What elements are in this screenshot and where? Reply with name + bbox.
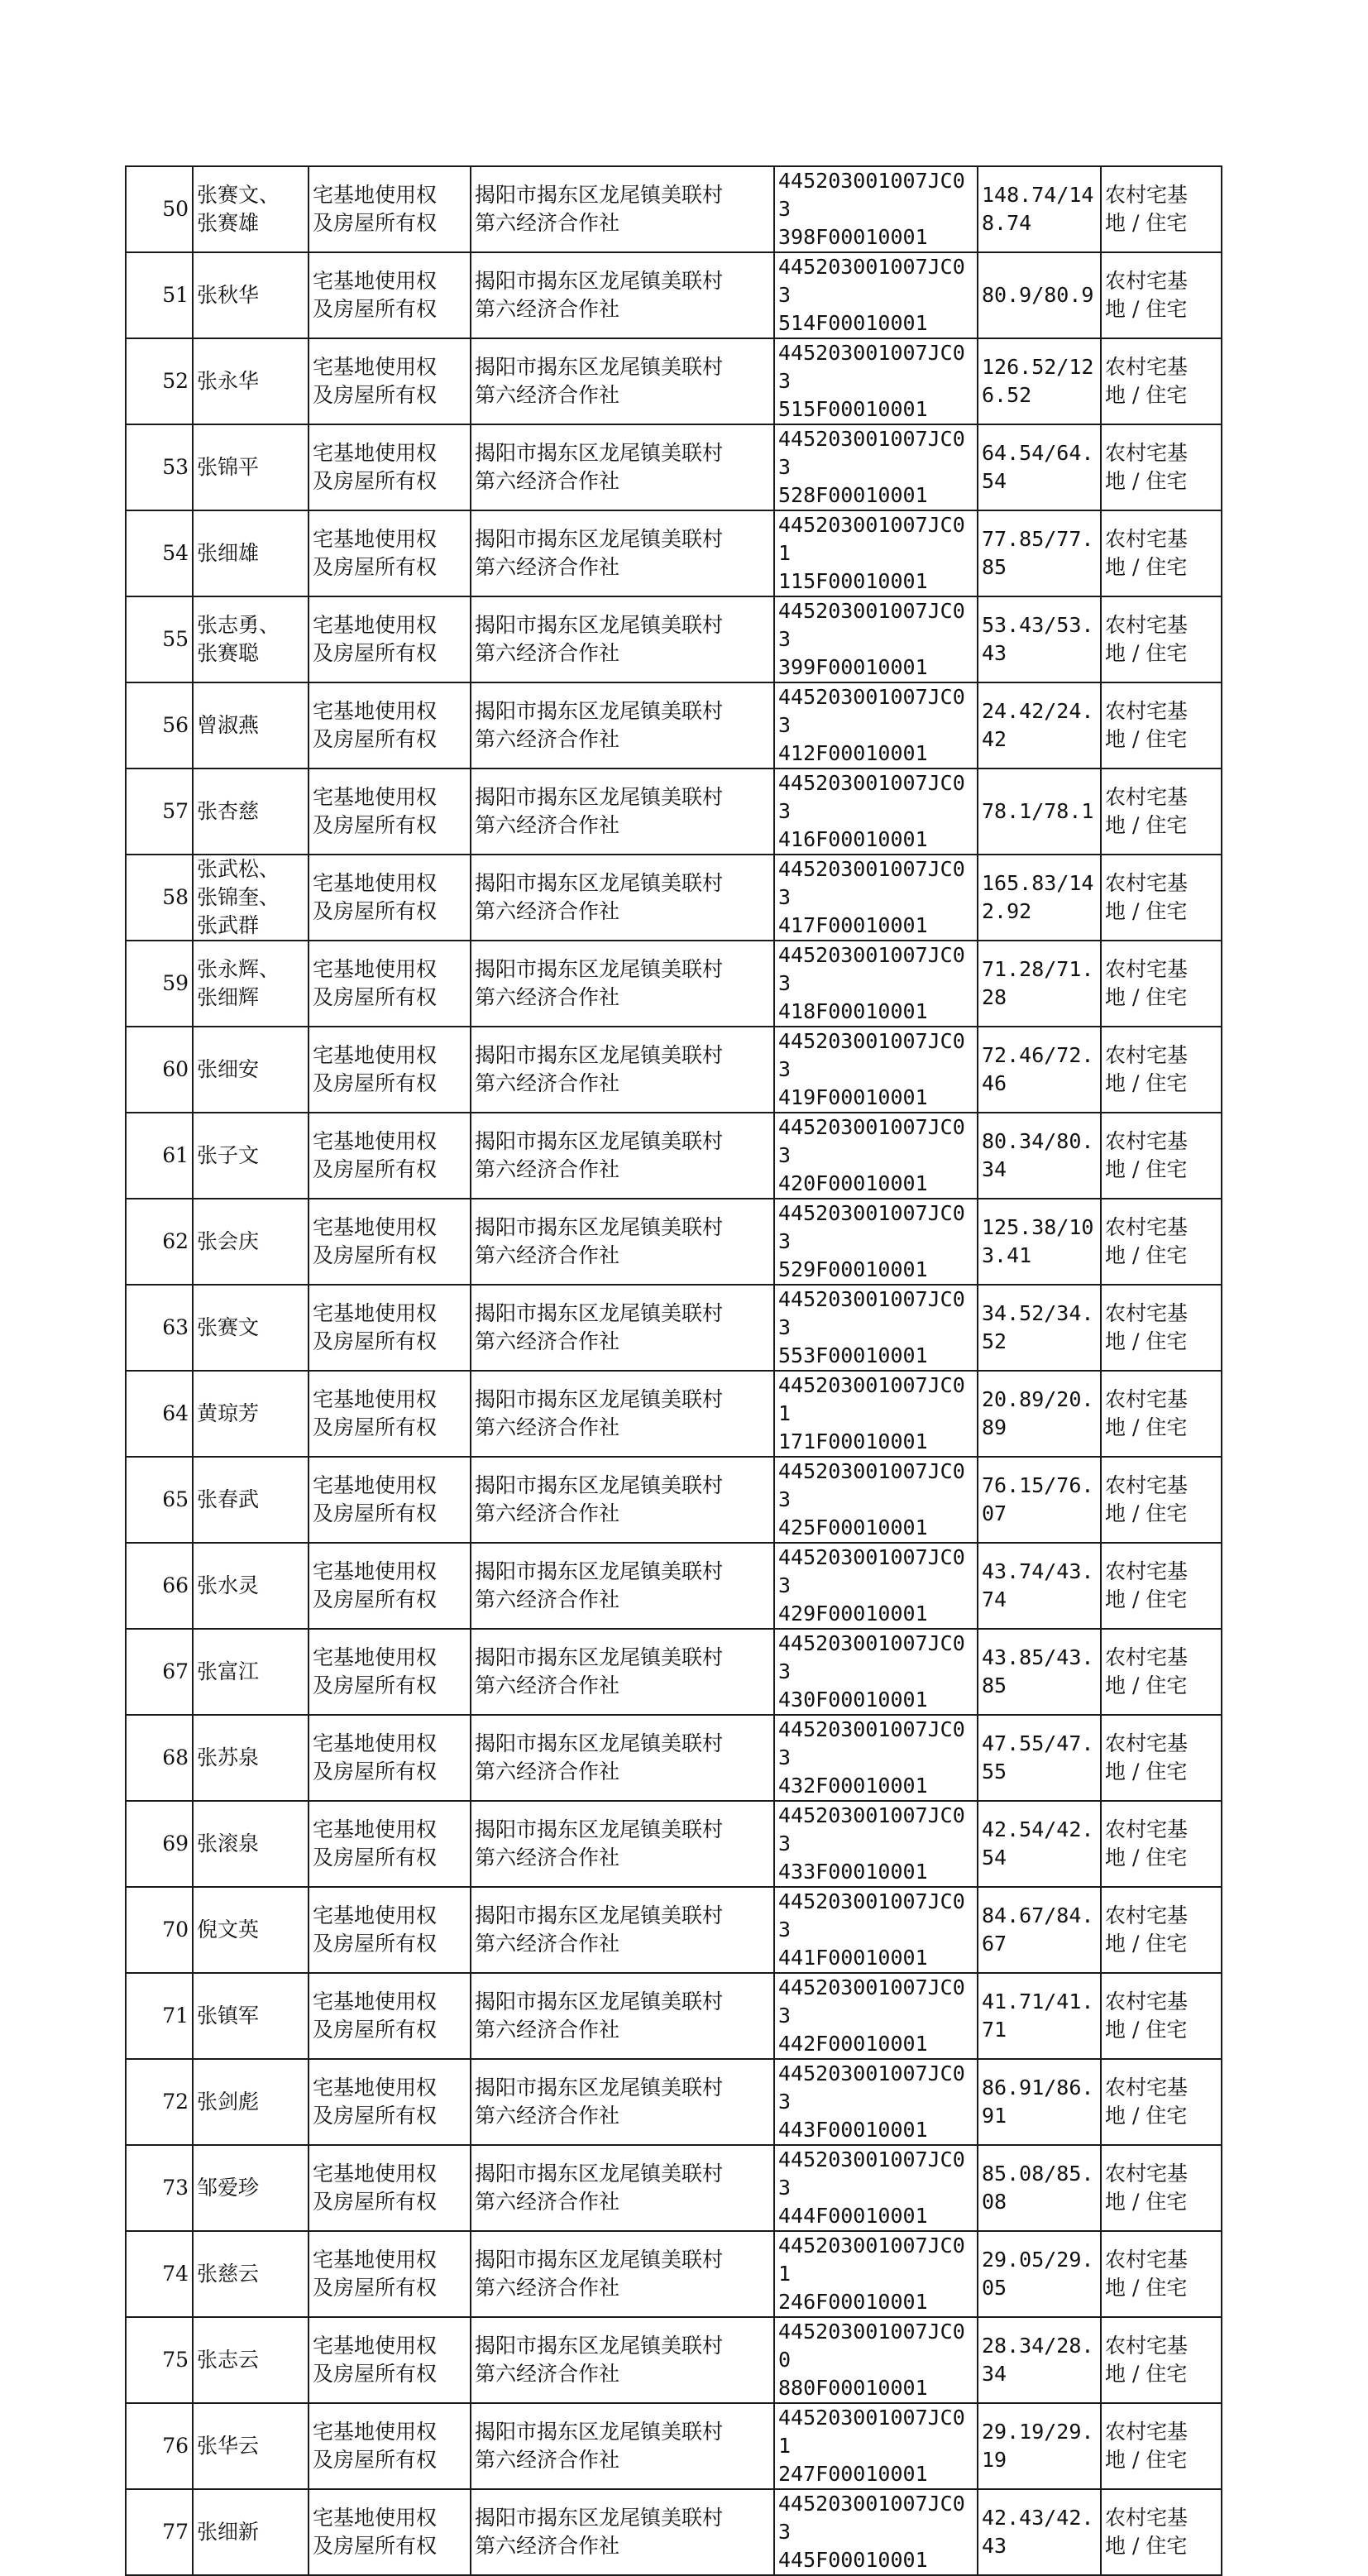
property-location-cell: 揭阳市揭东区龙尾镇美联村 第六经济合作社 xyxy=(471,1801,774,1887)
table-row xyxy=(126,2403,1222,2489)
table-row xyxy=(126,252,1222,338)
owner-name-cell: 张慈云 xyxy=(193,2231,309,2317)
table-row xyxy=(126,941,1222,1027)
table-row xyxy=(126,2059,1222,2145)
right-type-cell: 宅基地使用权 及房屋所有权 xyxy=(309,2489,471,2575)
table-row xyxy=(126,1199,1222,1285)
land-use-cell: 农村宅基 地 / 住宅 xyxy=(1101,855,1222,941)
record-number-cell: 57 xyxy=(126,768,193,855)
owner-name-cell: 张秋华 xyxy=(193,252,309,338)
table-row xyxy=(126,1285,1222,1371)
record-number-cell: 61 xyxy=(126,1113,193,1199)
area-value-cell: 86.91/86. 91 xyxy=(978,2059,1101,2145)
property-location-cell: 揭阳市揭东区龙尾镇美联村 第六经济合作社 xyxy=(471,2059,774,2145)
table-row xyxy=(126,166,1222,252)
right-type-cell: 宅基地使用权 及房屋所有权 xyxy=(309,424,471,510)
record-number-cell: 63 xyxy=(126,1285,193,1371)
land-use-cell: 农村宅基 地 / 住宅 xyxy=(1101,252,1222,338)
unit-code-cell: 445203001007JC03 515F00010001 xyxy=(774,338,978,424)
unit-code-cell: 445203001007JC03 412F00010001 xyxy=(774,682,978,768)
unit-code-cell: 445203001007JC03 442F00010001 xyxy=(774,1973,978,2059)
record-number-cell: 50 xyxy=(126,166,193,252)
owner-name-cell: 张志云 xyxy=(193,2317,309,2403)
property-location-cell: 揭阳市揭东区龙尾镇美联村 第六经济合作社 xyxy=(471,855,774,941)
area-value-cell: 29.05/29. 05 xyxy=(978,2231,1101,2317)
record-number-cell: 77 xyxy=(126,2489,193,2575)
right-type-cell: 宅基地使用权 及房屋所有权 xyxy=(309,1887,471,1973)
unit-code-cell: 445203001007JC03 399F00010001 xyxy=(774,596,978,682)
land-use-cell: 农村宅基 地 / 住宅 xyxy=(1101,2145,1222,2231)
land-use-cell: 农村宅基 地 / 住宅 xyxy=(1101,338,1222,424)
table-row xyxy=(126,855,1222,941)
record-number-cell: 60 xyxy=(126,1027,193,1113)
property-location-cell: 揭阳市揭东区龙尾镇美联村 第六经济合作社 xyxy=(471,1887,774,1973)
owner-name-cell: 张永辉、 张细辉 xyxy=(193,941,309,1027)
table-body xyxy=(126,166,1222,2575)
record-number-cell: 74 xyxy=(126,2231,193,2317)
record-number-cell: 56 xyxy=(126,682,193,768)
unit-code-cell: 445203001007JC03 445F00010001 xyxy=(774,2489,978,2575)
right-type-cell: 宅基地使用权 及房屋所有权 xyxy=(309,1199,471,1285)
land-use-cell: 农村宅基 地 / 住宅 xyxy=(1101,2403,1222,2489)
right-type-cell: 宅基地使用权 及房屋所有权 xyxy=(309,338,471,424)
record-number-cell: 72 xyxy=(126,2059,193,2145)
right-type-cell: 宅基地使用权 及房屋所有权 xyxy=(309,166,471,252)
unit-code-cell: 445203001007JC03 432F00010001 xyxy=(774,1715,978,1801)
property-location-cell: 揭阳市揭东区龙尾镇美联村 第六经济合作社 xyxy=(471,2231,774,2317)
land-use-cell: 农村宅基 地 / 住宅 xyxy=(1101,2231,1222,2317)
property-location-cell: 揭阳市揭东区龙尾镇美联村 第六经济合作社 xyxy=(471,1113,774,1199)
area-value-cell: 34.52/34. 52 xyxy=(978,1285,1101,1371)
land-use-cell: 农村宅基 地 / 住宅 xyxy=(1101,424,1222,510)
owner-name-cell: 黄琼芳 xyxy=(193,1371,309,1457)
right-type-cell: 宅基地使用权 及房屋所有权 xyxy=(309,596,471,682)
record-number-cell: 75 xyxy=(126,2317,193,2403)
land-use-cell: 农村宅基 地 / 住宅 xyxy=(1101,596,1222,682)
owner-name-cell: 张镇军 xyxy=(193,1973,309,2059)
area-value-cell: 85.08/85. 08 xyxy=(978,2145,1101,2231)
property-location-cell: 揭阳市揭东区龙尾镇美联村 第六经济合作社 xyxy=(471,2403,774,2489)
unit-code-cell: 445203001007JC00 880F00010001 xyxy=(774,2317,978,2403)
area-value-cell: 77.85/77. 85 xyxy=(978,510,1101,596)
unit-code-cell: 445203001007JC03 420F00010001 xyxy=(774,1113,978,1199)
unit-code-cell: 445203001007JC03 430F00010001 xyxy=(774,1629,978,1715)
area-value-cell: 29.19/29. 19 xyxy=(978,2403,1101,2489)
table-row xyxy=(126,1629,1222,1715)
unit-code-cell: 445203001007JC03 417F00010001 xyxy=(774,855,978,941)
right-type-cell: 宅基地使用权 及房屋所有权 xyxy=(309,1629,471,1715)
unit-code-cell: 445203001007JC03 444F00010001 xyxy=(774,2145,978,2231)
owner-name-cell: 张富江 xyxy=(193,1629,309,1715)
land-use-cell: 农村宅基 地 / 住宅 xyxy=(1101,2059,1222,2145)
land-use-cell: 农村宅基 地 / 住宅 xyxy=(1101,1543,1222,1629)
area-value-cell: 76.15/76. 07 xyxy=(978,1457,1101,1543)
unit-code-cell: 445203001007JC03 553F00010001 xyxy=(774,1285,978,1371)
owner-name-cell: 张武松、 张锦奎、 张武群 xyxy=(193,855,309,941)
unit-code-cell: 445203001007JC03 529F00010001 xyxy=(774,1199,978,1285)
owner-name-cell: 曾淑燕 xyxy=(193,682,309,768)
property-location-cell: 揭阳市揭东区龙尾镇美联村 第六经济合作社 xyxy=(471,2145,774,2231)
land-use-cell: 农村宅基 地 / 住宅 xyxy=(1101,2489,1222,2575)
area-value-cell: 165.83/14 2.92 xyxy=(978,855,1101,941)
record-number-cell: 65 xyxy=(126,1457,193,1543)
right-type-cell: 宅基地使用权 及房屋所有权 xyxy=(309,1457,471,1543)
area-value-cell: 126.52/12 6.52 xyxy=(978,338,1101,424)
land-use-cell: 农村宅基 地 / 住宅 xyxy=(1101,1457,1222,1543)
owner-name-cell: 张水灵 xyxy=(193,1543,309,1629)
owner-name-cell: 张会庆 xyxy=(193,1199,309,1285)
owner-name-cell: 张子文 xyxy=(193,1113,309,1199)
land-use-cell: 农村宅基 地 / 住宅 xyxy=(1101,1629,1222,1715)
table-row xyxy=(126,338,1222,424)
area-value-cell: 42.54/42. 54 xyxy=(978,1801,1101,1887)
property-location-cell: 揭阳市揭东区龙尾镇美联村 第六经济合作社 xyxy=(471,1371,774,1457)
land-use-cell: 农村宅基 地 / 住宅 xyxy=(1101,682,1222,768)
unit-code-cell: 445203001007JC01 247F00010001 xyxy=(774,2403,978,2489)
unit-code-cell: 445203001007JC03 514F00010001 xyxy=(774,252,978,338)
right-type-cell: 宅基地使用权 及房屋所有权 xyxy=(309,768,471,855)
unit-code-cell: 445203001007JC03 528F00010001 xyxy=(774,424,978,510)
area-value-cell: 24.42/24. 42 xyxy=(978,682,1101,768)
land-use-cell: 农村宅基 地 / 住宅 xyxy=(1101,768,1222,855)
area-value-cell: 80.9/80.9 xyxy=(978,252,1101,338)
table-row xyxy=(126,2489,1222,2575)
right-type-cell: 宅基地使用权 及房屋所有权 xyxy=(309,941,471,1027)
property-location-cell: 揭阳市揭东区龙尾镇美联村 第六经济合作社 xyxy=(471,424,774,510)
area-value-cell: 64.54/64. 54 xyxy=(978,424,1101,510)
record-number-cell: 66 xyxy=(126,1543,193,1629)
land-use-cell: 农村宅基 地 / 住宅 xyxy=(1101,1113,1222,1199)
owner-name-cell: 倪文英 xyxy=(193,1887,309,1973)
unit-code-cell: 445203001007JC03 433F00010001 xyxy=(774,1801,978,1887)
owner-name-cell: 张赛文 xyxy=(193,1285,309,1371)
unit-code-cell: 445203001007JC03 419F00010001 xyxy=(774,1027,978,1113)
table-row xyxy=(126,1371,1222,1457)
unit-code-cell: 445203001007JC03 441F00010001 xyxy=(774,1887,978,1973)
land-use-cell: 农村宅基 地 / 住宅 xyxy=(1101,1371,1222,1457)
table-row xyxy=(126,510,1222,596)
owner-name-cell: 张细新 xyxy=(193,2489,309,2575)
property-location-cell: 揭阳市揭东区龙尾镇美联村 第六经济合作社 xyxy=(471,510,774,596)
right-type-cell: 宅基地使用权 及房屋所有权 xyxy=(309,2403,471,2489)
owner-name-cell: 张永华 xyxy=(193,338,309,424)
right-type-cell: 宅基地使用权 及房屋所有权 xyxy=(309,1543,471,1629)
area-value-cell: 84.67/84. 67 xyxy=(978,1887,1101,1973)
property-location-cell: 揭阳市揭东区龙尾镇美联村 第六经济合作社 xyxy=(471,596,774,682)
owner-name-cell: 张细安 xyxy=(193,1027,309,1113)
property-location-cell: 揭阳市揭东区龙尾镇美联村 第六经济合作社 xyxy=(471,338,774,424)
land-use-cell: 农村宅基 地 / 住宅 xyxy=(1101,1199,1222,1285)
record-number-cell: 76 xyxy=(126,2403,193,2489)
right-type-cell: 宅基地使用权 及房屋所有权 xyxy=(309,2231,471,2317)
right-type-cell: 宅基地使用权 及房屋所有权 xyxy=(309,252,471,338)
owner-name-cell: 张赛文、 张赛雄 xyxy=(193,166,309,252)
owner-name-cell: 张剑彪 xyxy=(193,2059,309,2145)
table-row xyxy=(126,682,1222,768)
unit-code-cell: 445203001007JC03 416F00010001 xyxy=(774,768,978,855)
table-row xyxy=(126,2145,1222,2231)
right-type-cell: 宅基地使用权 及房屋所有权 xyxy=(309,1801,471,1887)
owner-name-cell: 张杏慈 xyxy=(193,768,309,855)
record-number-cell: 71 xyxy=(126,1973,193,2059)
table-row xyxy=(126,596,1222,682)
record-number-cell: 59 xyxy=(126,941,193,1027)
area-value-cell: 125.38/10 3.41 xyxy=(978,1199,1101,1285)
land-use-cell: 农村宅基 地 / 住宅 xyxy=(1101,1027,1222,1113)
land-use-cell: 农村宅基 地 / 住宅 xyxy=(1101,1801,1222,1887)
unit-code-cell: 445203001007JC03 443F00010001 xyxy=(774,2059,978,2145)
area-value-cell: 47.55/47. 55 xyxy=(978,1715,1101,1801)
land-use-cell: 农村宅基 地 / 住宅 xyxy=(1101,1715,1222,1801)
owner-name-cell: 张华云 xyxy=(193,2403,309,2489)
area-value-cell: 43.85/43. 85 xyxy=(978,1629,1101,1715)
owner-name-cell: 张锦平 xyxy=(193,424,309,510)
property-location-cell: 揭阳市揭东区龙尾镇美联村 第六经济合作社 xyxy=(471,941,774,1027)
area-value-cell: 78.1/78.1 xyxy=(978,768,1101,855)
land-use-cell: 农村宅基 地 / 住宅 xyxy=(1101,510,1222,596)
right-type-cell: 宅基地使用权 及房屋所有权 xyxy=(309,2145,471,2231)
property-location-cell: 揭阳市揭东区龙尾镇美联村 第六经济合作社 xyxy=(471,1715,774,1801)
table-row xyxy=(126,1113,1222,1199)
table-row xyxy=(126,1801,1222,1887)
unit-code-cell: 445203001007JC03 398F00010001 xyxy=(774,166,978,252)
right-type-cell: 宅基地使用权 及房屋所有权 xyxy=(309,2317,471,2403)
record-number-cell: 64 xyxy=(126,1371,193,1457)
right-type-cell: 宅基地使用权 及房屋所有权 xyxy=(309,2059,471,2145)
property-location-cell: 揭阳市揭东区龙尾镇美联村 第六经济合作社 xyxy=(471,2489,774,2575)
table-row xyxy=(126,1027,1222,1113)
unit-code-cell: 445203001007JC01 115F00010001 xyxy=(774,510,978,596)
area-value-cell: 28.34/28. 34 xyxy=(978,2317,1101,2403)
table-row xyxy=(126,1457,1222,1543)
record-number-cell: 54 xyxy=(126,510,193,596)
area-value-cell: 72.46/72. 46 xyxy=(978,1027,1101,1113)
owner-name-cell: 张苏泉 xyxy=(193,1715,309,1801)
property-location-cell: 揭阳市揭东区龙尾镇美联村 第六经济合作社 xyxy=(471,2317,774,2403)
owner-name-cell: 邹爱珍 xyxy=(193,2145,309,2231)
property-location-cell: 揭阳市揭东区龙尾镇美联村 第六经济合作社 xyxy=(471,1629,774,1715)
owner-name-cell: 张春武 xyxy=(193,1457,309,1543)
land-use-cell: 农村宅基 地 / 住宅 xyxy=(1101,941,1222,1027)
record-number-cell: 51 xyxy=(126,252,193,338)
unit-code-cell: 445203001007JC01 171F00010001 xyxy=(774,1371,978,1457)
owner-name-cell: 张细雄 xyxy=(193,510,309,596)
land-use-cell: 农村宅基 地 / 住宅 xyxy=(1101,1973,1222,2059)
right-type-cell: 宅基地使用权 及房屋所有权 xyxy=(309,1371,471,1457)
owner-name-cell: 张滚泉 xyxy=(193,1801,309,1887)
property-location-cell: 揭阳市揭东区龙尾镇美联村 第六经济合作社 xyxy=(471,1027,774,1113)
land-use-cell: 农村宅基 地 / 住宅 xyxy=(1101,2317,1222,2403)
land-use-cell: 农村宅基 地 / 住宅 xyxy=(1101,166,1222,252)
record-number-cell: 70 xyxy=(126,1887,193,1973)
area-value-cell: 71.28/71. 28 xyxy=(978,941,1101,1027)
record-number-cell: 73 xyxy=(126,2145,193,2231)
area-value-cell: 80.34/80. 34 xyxy=(978,1113,1101,1199)
area-value-cell: 20.89/20. 89 xyxy=(978,1371,1101,1457)
table-row xyxy=(126,2317,1222,2403)
property-location-cell: 揭阳市揭东区龙尾镇美联村 第六经济合作社 xyxy=(471,768,774,855)
record-number-cell: 52 xyxy=(126,338,193,424)
property-location-cell: 揭阳市揭东区龙尾镇美联村 第六经济合作社 xyxy=(471,252,774,338)
right-type-cell: 宅基地使用权 及房屋所有权 xyxy=(309,1973,471,2059)
table-row xyxy=(126,1543,1222,1629)
property-location-cell: 揭阳市揭东区龙尾镇美联村 第六经济合作社 xyxy=(471,166,774,252)
unit-code-cell: 445203001007JC03 429F00010001 xyxy=(774,1543,978,1629)
right-type-cell: 宅基地使用权 及房屋所有权 xyxy=(309,1113,471,1199)
table-row xyxy=(126,2231,1222,2317)
record-number-cell: 69 xyxy=(126,1801,193,1887)
table-row xyxy=(126,424,1222,510)
unit-code-cell: 445203001007JC03 425F00010001 xyxy=(774,1457,978,1543)
record-number-cell: 53 xyxy=(126,424,193,510)
owner-name-cell: 张志勇、 张赛聪 xyxy=(193,596,309,682)
property-location-cell: 揭阳市揭东区龙尾镇美联村 第六经济合作社 xyxy=(471,1973,774,2059)
record-number-cell: 67 xyxy=(126,1629,193,1715)
property-records-table xyxy=(125,165,1222,2576)
property-location-cell: 揭阳市揭东区龙尾镇美联村 第六经济合作社 xyxy=(471,1285,774,1371)
land-use-cell: 农村宅基 地 / 住宅 xyxy=(1101,1887,1222,1973)
table-row xyxy=(126,1715,1222,1801)
area-value-cell: 41.71/41. 71 xyxy=(978,1973,1101,2059)
record-number-cell: 62 xyxy=(126,1199,193,1285)
right-type-cell: 宅基地使用权 及房屋所有权 xyxy=(309,1027,471,1113)
property-location-cell: 揭阳市揭东区龙尾镇美联村 第六经济合作社 xyxy=(471,1543,774,1629)
table-row xyxy=(126,768,1222,855)
right-type-cell: 宅基地使用权 及房屋所有权 xyxy=(309,510,471,596)
right-type-cell: 宅基地使用权 及房屋所有权 xyxy=(309,1285,471,1371)
right-type-cell: 宅基地使用权 及房屋所有权 xyxy=(309,1715,471,1801)
area-value-cell: 43.74/43. 74 xyxy=(978,1543,1101,1629)
land-use-cell: 农村宅基 地 / 住宅 xyxy=(1101,1285,1222,1371)
property-location-cell: 揭阳市揭东区龙尾镇美联村 第六经济合作社 xyxy=(471,1457,774,1543)
unit-code-cell: 445203001007JC01 246F00010001 xyxy=(774,2231,978,2317)
right-type-cell: 宅基地使用权 及房屋所有权 xyxy=(309,682,471,768)
record-number-cell: 55 xyxy=(126,596,193,682)
table-row xyxy=(126,1973,1222,2059)
property-location-cell: 揭阳市揭东区龙尾镇美联村 第六经济合作社 xyxy=(471,1199,774,1285)
area-value-cell: 42.43/42. 43 xyxy=(978,2489,1101,2575)
area-value-cell: 148.74/14 8.74 xyxy=(978,166,1101,252)
property-location-cell: 揭阳市揭东区龙尾镇美联村 第六经济合作社 xyxy=(471,682,774,768)
unit-code-cell: 445203001007JC03 418F00010001 xyxy=(774,941,978,1027)
right-type-cell: 宅基地使用权 及房屋所有权 xyxy=(309,855,471,941)
record-number-cell: 68 xyxy=(126,1715,193,1801)
record-number-cell: 58 xyxy=(126,855,193,941)
table-row xyxy=(126,1887,1222,1973)
area-value-cell: 53.43/53. 43 xyxy=(978,596,1101,682)
